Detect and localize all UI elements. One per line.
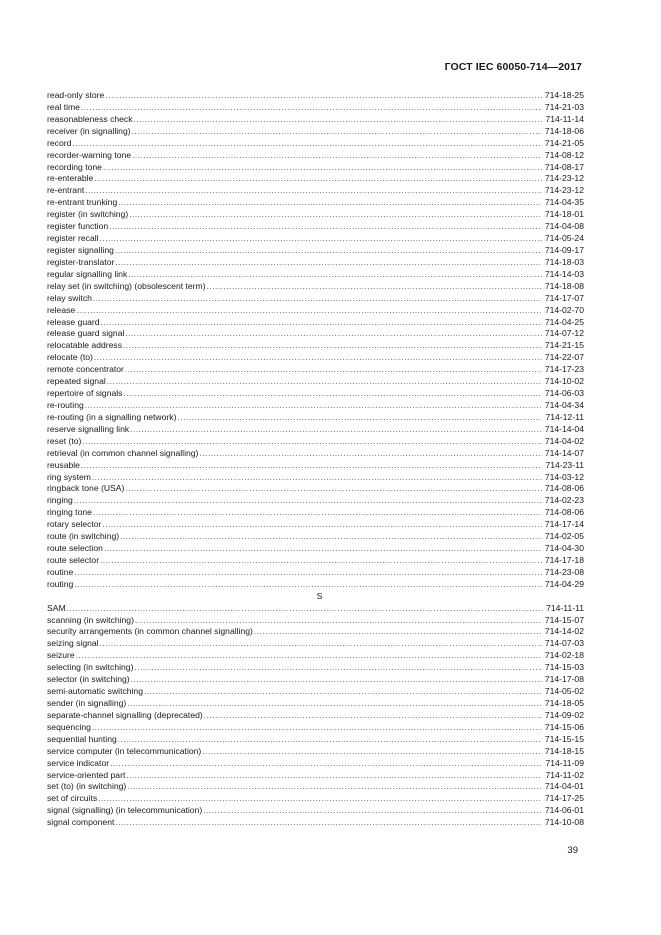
index-code: 714-04-34 — [544, 399, 584, 410]
index-code: 714-18-03 — [544, 256, 584, 267]
index-term: routine — [47, 566, 74, 577]
dot-leader — [82, 436, 541, 448]
index-term: semi-automatic switching — [47, 686, 143, 697]
index-term: regular signalling link — [47, 268, 128, 279]
dot-leader — [104, 543, 542, 555]
index-term: relocatable address — [47, 340, 123, 351]
index-code: 714-17-23 — [544, 364, 584, 375]
index-entry — [47, 221, 584, 233]
index-term: repeated signal — [47, 376, 106, 387]
index-term: separate-channel signalling (deprecated) — [47, 709, 203, 720]
index-code: 714-02-18 — [544, 650, 584, 661]
index-term: register recall — [47, 233, 99, 244]
dot-leader — [100, 638, 542, 650]
index-term: reusable — [47, 459, 80, 470]
index-code: 714-12-11 — [545, 411, 584, 422]
dot-leader — [129, 209, 542, 221]
index-entry — [47, 376, 584, 388]
index-term: register signalling — [47, 244, 114, 255]
index-term: signal (signalling) (in telecommunication) — [47, 805, 203, 816]
index-term: routing — [47, 578, 74, 589]
index-term: read-only store — [47, 90, 105, 100]
dot-leader — [204, 710, 542, 722]
index-term: service computer (in telecommunication) — [47, 745, 202, 756]
dot-leader — [115, 257, 541, 269]
index-term: security arrangements (in common channel signalling) — [47, 626, 253, 637]
dot-leader — [107, 376, 542, 388]
index-entry — [47, 710, 584, 722]
index-entry — [47, 269, 584, 281]
index-term: ring system — [47, 471, 91, 482]
dot-leader — [115, 245, 542, 257]
index-code: 714-11-14 — [545, 113, 584, 124]
index-code: 714-21-05 — [544, 137, 584, 148]
index-entry — [47, 209, 584, 221]
index-code: 714-04-08 — [544, 221, 584, 232]
index-code: 714-07-12 — [544, 328, 584, 339]
index-code: 714-02-05 — [544, 531, 584, 542]
index-term: seizure — [47, 650, 75, 661]
index-code: 714-17-07 — [544, 292, 584, 303]
dot-leader — [203, 805, 542, 817]
dot-leader — [254, 626, 542, 638]
dot-leader — [81, 460, 542, 472]
index-term: service indicator — [47, 757, 110, 768]
index-code: 714-10-08 — [544, 817, 584, 828]
index-term: re-routing (in a signalling network) — [47, 411, 177, 422]
index-entry — [47, 817, 584, 829]
dot-leader — [100, 233, 542, 245]
dot-leader — [85, 400, 542, 412]
index-code: 714-15-15 — [544, 733, 584, 744]
section-letter-s: S — [316, 590, 323, 601]
index-term: ringback tone (USA) — [47, 483, 125, 494]
index-term: sender (in signalling) — [47, 698, 127, 709]
index-entry — [47, 293, 584, 305]
dot-leader — [105, 90, 541, 102]
index-term: re-routing — [47, 399, 84, 410]
index-list — [47, 90, 584, 829]
index-code: 714-15-06 — [544, 721, 584, 732]
index-code: 714-18-25 — [544, 90, 584, 100]
index-entry — [47, 662, 584, 674]
index-code: 714-11-02 — [545, 769, 584, 780]
index-entry — [47, 388, 584, 400]
index-code: 714-08-12 — [544, 149, 584, 160]
index-code: 714-09-17 — [544, 244, 584, 255]
index-code: 714-06-03 — [544, 388, 584, 399]
index-term: reasonableness check — [47, 113, 133, 124]
index-group-r — [47, 90, 584, 591]
index-group-s — [47, 603, 584, 830]
index-term: remote concentrator — [47, 364, 124, 375]
dot-leader — [202, 746, 542, 758]
index-entry — [47, 412, 584, 424]
dot-leader — [126, 770, 542, 782]
index-code: 714-10-02 — [544, 376, 584, 387]
index-entry — [47, 317, 584, 329]
dot-leader — [127, 781, 542, 793]
index-code: 714-21-15 — [544, 340, 584, 351]
dot-leader — [94, 173, 541, 185]
dot-leader — [85, 185, 542, 197]
document-standard-header: ГОСТ IEC 60050-714—2017 — [444, 61, 582, 73]
index-code: 714-23-12 — [544, 185, 584, 196]
index-term: re-entrant trunking — [47, 197, 118, 208]
index-entry — [47, 686, 584, 698]
dot-leader — [134, 114, 543, 126]
index-entry — [47, 805, 584, 817]
index-term: relay set (in switching) (obsolescent term) — [47, 280, 206, 291]
index-entry — [47, 114, 584, 126]
index-entry — [47, 185, 584, 197]
dot-leader — [92, 722, 542, 734]
index-entry — [47, 722, 584, 734]
index-term: record — [47, 137, 72, 148]
dot-leader — [74, 567, 542, 579]
index-entry — [47, 352, 584, 364]
index-term: re-entrant — [47, 185, 85, 196]
index-entry — [47, 400, 584, 412]
dot-leader — [125, 328, 541, 340]
dot-leader — [93, 293, 542, 305]
index-entry — [47, 555, 584, 567]
index-code: 714-23-12 — [544, 173, 584, 184]
index-entry — [47, 173, 584, 185]
index-entry — [47, 650, 584, 662]
index-entry — [47, 734, 584, 746]
dot-leader — [199, 448, 541, 460]
index-term: release guard — [47, 316, 100, 327]
index-code: 714-18-15 — [544, 745, 584, 756]
index-code: 714-05-02 — [544, 686, 584, 697]
dot-leader — [130, 424, 542, 436]
index-term: reserve signalling link — [47, 423, 130, 434]
index-term: selecting (in switching) — [47, 662, 134, 673]
index-code: 714-14-02 — [544, 626, 584, 637]
index-term: selector (in switching) — [47, 674, 130, 685]
index-code: 714-08-06 — [544, 483, 584, 494]
page-number: 39 — [567, 845, 578, 856]
dot-leader — [93, 507, 542, 519]
index-entry — [47, 543, 584, 555]
index-entry — [47, 460, 584, 472]
dot-leader — [74, 579, 542, 591]
index-entry — [47, 448, 584, 460]
index-term: real time — [47, 101, 80, 112]
index-code: 714-22-07 — [544, 352, 584, 363]
index-code: 714-04-01 — [544, 781, 584, 792]
index-entry — [47, 245, 584, 257]
index-term: release — [47, 304, 76, 315]
dot-leader — [115, 817, 541, 829]
index-entry — [47, 531, 584, 543]
index-code: 714-04-02 — [544, 435, 584, 446]
index-entry — [47, 472, 584, 484]
dot-leader — [67, 603, 543, 615]
index-code: 714-14-07 — [544, 447, 584, 458]
index-term: signal component — [47, 817, 115, 828]
index-code: 714-06-01 — [544, 805, 584, 816]
index-entry — [47, 233, 584, 245]
dot-leader — [132, 126, 542, 138]
dot-leader — [76, 305, 542, 317]
index-code: 714-18-06 — [544, 125, 584, 136]
index-entry — [47, 126, 584, 138]
dot-leader — [125, 483, 541, 495]
index-code: 714-08-17 — [544, 161, 584, 172]
dot-leader — [103, 162, 542, 174]
index-code: 714-08-06 — [544, 507, 584, 518]
dot-leader — [72, 138, 541, 150]
index-code: 714-04-25 — [544, 316, 584, 327]
index-term: service-oriented part — [47, 769, 126, 780]
dot-leader — [131, 674, 542, 686]
index-entry — [47, 567, 584, 579]
dot-leader — [94, 352, 542, 364]
index-code: 714-02-23 — [544, 495, 584, 506]
index-entry — [47, 603, 584, 615]
dot-leader — [207, 281, 542, 293]
index-entry — [47, 781, 584, 793]
index-entry — [47, 638, 584, 650]
dot-leader — [109, 221, 542, 233]
index-entry — [47, 615, 584, 627]
dot-leader — [127, 698, 542, 710]
index-term: route selection — [47, 543, 103, 554]
index-entry — [47, 483, 584, 495]
index-code: 714-17-08 — [544, 674, 584, 685]
index-term: reset (to) — [47, 435, 82, 446]
index-term: rotary selector — [47, 519, 102, 530]
index-entry — [47, 495, 584, 507]
index-term: route selector — [47, 554, 100, 565]
index-term: sequencing — [47, 721, 91, 732]
index-code: 714-18-01 — [544, 209, 584, 220]
index-entry — [47, 698, 584, 710]
index-entry — [47, 197, 584, 209]
index-code: 714-17-14 — [544, 519, 584, 530]
index-code: 714-15-03 — [544, 662, 584, 673]
index-code: 714-03-12 — [544, 471, 584, 482]
index-code: 714-09-02 — [544, 709, 584, 720]
dot-leader — [98, 793, 542, 805]
index-entry — [47, 746, 584, 758]
index-term: set (to) (in switching) — [47, 781, 127, 792]
dot-leader — [92, 472, 542, 484]
index-entry — [47, 579, 584, 591]
dot-leader — [100, 555, 542, 567]
index-entry — [47, 674, 584, 686]
index-code: 714-21-03 — [544, 101, 584, 112]
index-entry — [47, 328, 584, 340]
index-code: 714-18-08 — [544, 280, 584, 291]
index-entry — [47, 793, 584, 805]
index-code: 714-17-18 — [544, 554, 584, 565]
dot-leader — [74, 495, 542, 507]
dot-leader — [101, 317, 542, 329]
dot-leader — [81, 102, 542, 114]
dot-leader — [144, 686, 542, 698]
index-code: 714-07-03 — [544, 638, 584, 649]
dot-leader — [76, 650, 542, 662]
index-entry — [47, 90, 584, 102]
index-entry — [47, 519, 584, 531]
index-term: ringing tone — [47, 507, 92, 518]
index-term: release guard signal — [47, 328, 125, 339]
index-entry — [47, 770, 584, 782]
index-term: seizing signal — [47, 638, 99, 649]
index-term: register function — [47, 221, 109, 232]
index-code: 714-18-05 — [544, 698, 584, 709]
index-entry — [47, 162, 584, 174]
dot-leader — [128, 269, 542, 281]
index-term: SAM — [47, 602, 66, 613]
dot-leader — [132, 150, 542, 162]
index-code: 714-04-30 — [544, 543, 584, 554]
index-entry — [47, 507, 584, 519]
index-term: ringing — [47, 495, 73, 506]
index-entry — [47, 138, 584, 150]
dot-leader — [118, 197, 542, 209]
index-term: recorder-warning tone — [47, 149, 132, 160]
index-code: 714-15-07 — [544, 614, 584, 625]
index-entry — [47, 150, 584, 162]
dot-leader — [125, 364, 542, 376]
index-code: 714-04-29 — [544, 578, 584, 589]
index-code: 714-11-09 — [545, 757, 584, 768]
dot-leader — [120, 531, 542, 543]
index-term: repertoire of signals — [47, 388, 123, 399]
index-code: 714-17-25 — [544, 793, 584, 804]
index-entry — [47, 758, 584, 770]
index-term: relocate (to) — [47, 352, 93, 363]
index-term: retrieval (in common channel signalling) — [47, 447, 199, 458]
dot-leader — [102, 519, 541, 531]
index-term: set of circuits — [47, 793, 98, 804]
index-term: relay switch — [47, 292, 92, 303]
index-term: scanning (in switching) — [47, 614, 134, 625]
index-entry — [47, 305, 584, 317]
index-term: receiver (in signalling) — [47, 125, 131, 136]
dot-leader — [134, 662, 541, 674]
dot-leader — [118, 734, 542, 746]
index-term: re-enterable — [47, 173, 94, 184]
index-code: 714-11-11 — [546, 602, 584, 613]
dot-leader — [123, 340, 542, 352]
dot-leader — [110, 758, 542, 770]
index-term: register (in switching) — [47, 209, 129, 220]
index-entry — [47, 364, 584, 376]
index-code: 714-05-24 — [544, 233, 584, 244]
index-term: sequential hunting — [47, 733, 117, 744]
index-entry — [47, 281, 584, 293]
index-entry — [47, 436, 584, 448]
index-code: 714-04-35 — [544, 197, 584, 208]
index-code: 714-23-08 — [544, 566, 584, 577]
index-term: register-translator — [47, 256, 115, 267]
index-term: recording tone — [47, 161, 102, 172]
dot-leader — [123, 388, 541, 400]
index-entry — [47, 340, 584, 352]
index-term: route (in switching) — [47, 531, 120, 542]
index-entry — [47, 102, 584, 114]
dot-leader — [177, 412, 542, 424]
index-code: 714-14-03 — [544, 268, 584, 279]
index-code: 714-02-70 — [544, 304, 584, 315]
index-entry — [47, 257, 584, 269]
dot-leader — [135, 615, 542, 627]
index-code: 714-23-11 — [545, 459, 584, 470]
index-entry — [47, 424, 584, 436]
index-code: 714-14-04 — [544, 423, 584, 434]
index-entry — [47, 626, 584, 638]
